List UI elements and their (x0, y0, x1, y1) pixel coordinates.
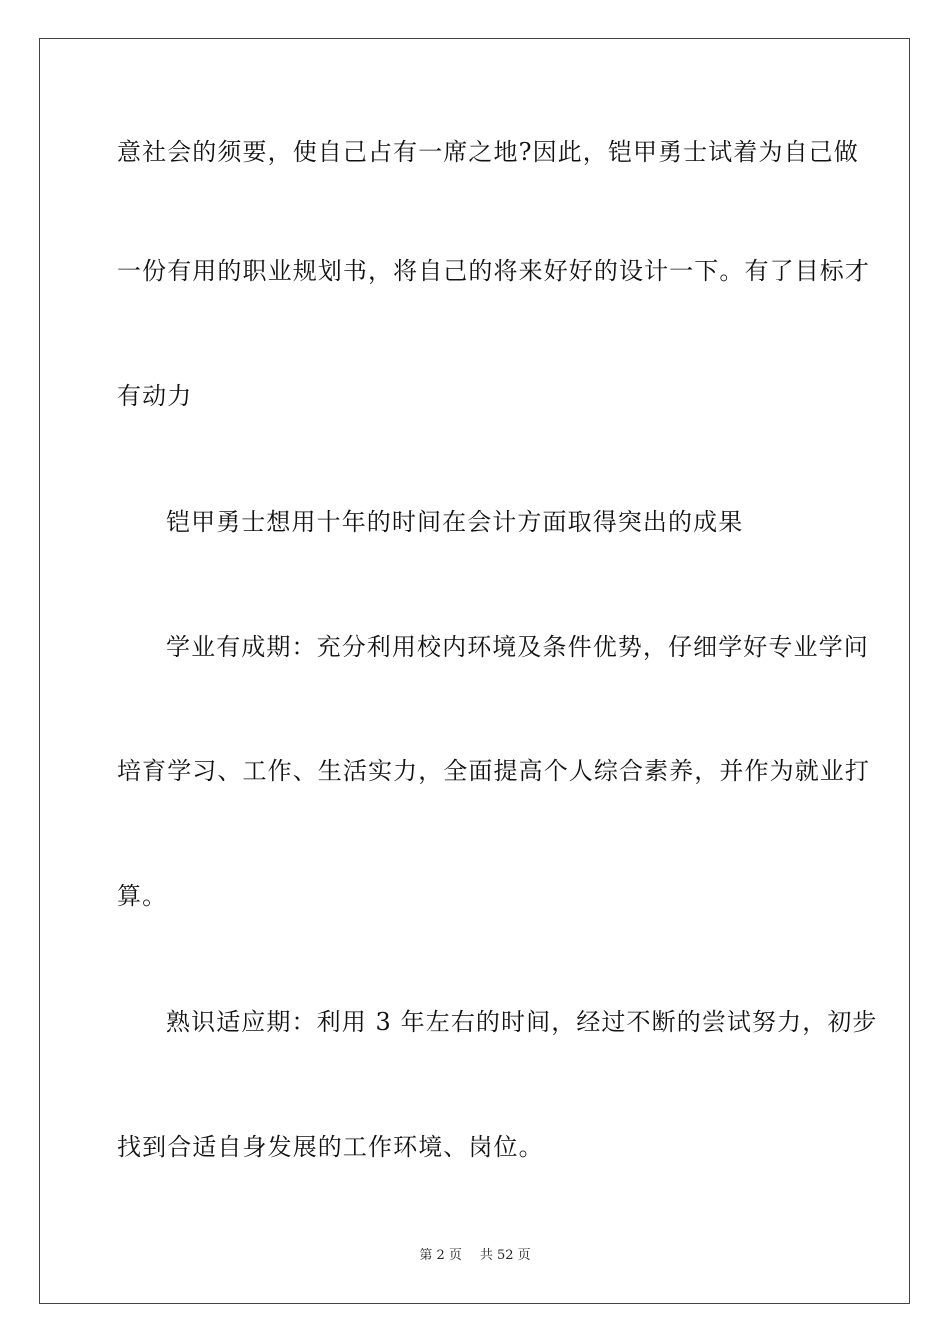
text-line: 熟识适应期：利用 3 年左右的时间，经过不断的尝试努力，初步 (166, 1008, 878, 1036)
text-line: 铠甲勇士想用十年的时间在会计方面取得突出的成果 (166, 508, 744, 536)
text-line: 有动力 (117, 382, 193, 410)
text-line: 算。 (117, 882, 168, 910)
page-total: 共 52 页 (479, 1248, 531, 1263)
text-line: 意社会的须要，使自己占有一席之地?因此，铠甲勇士试着为自己做 (117, 138, 859, 166)
page-number: 第 2 页 (419, 1248, 462, 1263)
page-footer (0, 1247, 950, 1265)
text-line: 学业有成期：充分利用校内环境及条件优势，仔细学好专业学问 (166, 633, 869, 661)
text-line: 培育学习、工作、生活实力，全面提高个人综合素养，并作为就业打 (117, 757, 870, 785)
text-line: 一份有用的职业规划书，将自己的将来好好的设计一下。有了目标才 (117, 257, 870, 285)
page-frame (39, 38, 910, 1304)
text-line: 找到合适自身发展的工作环境、岗位。 (117, 1133, 544, 1161)
